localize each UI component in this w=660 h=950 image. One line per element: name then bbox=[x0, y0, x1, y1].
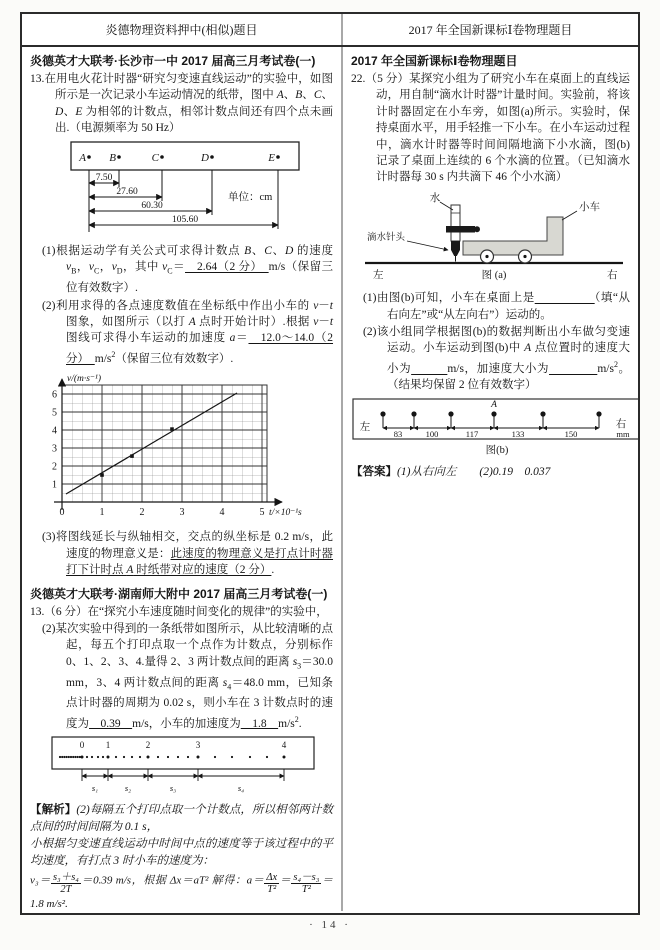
x-tick-0: 0 bbox=[59, 507, 64, 518]
exam-sheet bbox=[20, 12, 640, 915]
fig-b-dist-5: 150 bbox=[564, 428, 578, 439]
x-tick-4: 4 bbox=[219, 507, 224, 518]
fig-b-left-label: 左 bbox=[359, 421, 371, 433]
q13-part3: (3)将图线延长与纵轴相交，交点的纵坐标是 0.2 m/s，此速度的物理意义是：此速度的物理意义是打点计时器打下计时点 A 时纸带对应的速度（2 分）. bbox=[42, 531, 334, 577]
y-tick-6: 6 bbox=[51, 389, 57, 401]
analysis-text-1: (2)每隔五个打印点取一个计数点，所以相邻两计数点间的时间间隔为 0.1 s， bbox=[30, 804, 333, 833]
answer-tag: 【答案】 bbox=[351, 465, 397, 478]
tape1-dist-AD: 60.30 bbox=[140, 200, 163, 211]
left-column bbox=[22, 47, 343, 911]
graph-data-point-3 bbox=[170, 427, 174, 431]
tape1-point-E: E bbox=[267, 151, 275, 164]
clamp-bar bbox=[446, 226, 475, 233]
tape1-point-B: B bbox=[108, 151, 116, 164]
tape1-dist-AB: 7.50 bbox=[95, 172, 112, 183]
vt-graph-svg bbox=[32, 370, 332, 522]
fig-b-dist-2: 100 bbox=[425, 428, 439, 439]
left-paper-title-1: 炎德英才大联考·长沙市一中 2017 届高三月考试卷(一) bbox=[30, 54, 316, 68]
tape2-label-4: 4 bbox=[281, 739, 286, 750]
drip-needle bbox=[451, 241, 460, 256]
drops-figure-b bbox=[351, 397, 630, 462]
tape1-box bbox=[71, 142, 299, 170]
fraction-2: $\frac{\Delta x}{\text{T²}}$ bbox=[266, 871, 278, 896]
fraction-3: $\frac{\text{s₄－s₃}}{\text{T²}}$ bbox=[293, 871, 320, 896]
tape-figure-2-svg bbox=[36, 735, 328, 795]
graph-data-point-2 bbox=[130, 454, 134, 458]
cart-figure-a bbox=[351, 189, 630, 288]
tape2-seg-s4: s₄ bbox=[237, 782, 244, 793]
analysis-paragraph-1 bbox=[30, 802, 333, 835]
tape-figure-2 bbox=[30, 735, 333, 800]
tape2-seg-s2: s₂ bbox=[124, 782, 131, 793]
page-number: · 14 · bbox=[309, 919, 351, 931]
cart-label: 小车 bbox=[579, 201, 600, 213]
formula-seg-2: ＝0.39 m/s，根据 Δx＝aT² 解得：a＝ bbox=[80, 874, 265, 887]
water-label: 水 bbox=[429, 192, 441, 204]
tape2-label-3: 3 bbox=[195, 739, 200, 750]
x-axis-label: t/×10⁻¹s bbox=[268, 508, 302, 518]
fig-b-dist-1: 83 bbox=[393, 428, 403, 439]
right-paper-title: 2017 年全国新课标Ⅰ卷物理题目 bbox=[351, 54, 518, 68]
drops-figure-b-svg bbox=[351, 397, 638, 457]
x-tick-5: 5 bbox=[259, 507, 264, 518]
x-tick-1: 1 bbox=[99, 507, 104, 518]
analysis-formula bbox=[30, 872, 333, 911]
fig-a-left-label: 左 bbox=[373, 269, 384, 281]
answer-text: (1)从右向左 (2)0.19 0.037 bbox=[397, 465, 551, 478]
fig-a-right-label: 右 bbox=[607, 269, 618, 281]
y-tick-1: 1 bbox=[51, 479, 57, 491]
q13-part1: (1)根据运动学有关公式可求得计数点 B、C、D 的速度 $v_B$，$v_C$，$v_D$，其中 $v_C=$ 2.64（2 分） m/s（保留三位有效数字）. bbox=[42, 245, 334, 295]
left-paper-title-2: 炎德英才大联考·湖南师大附中 2017 届高三月考试卷(一) bbox=[30, 586, 328, 601]
tape1-unit-label: 单位：cm bbox=[227, 191, 272, 203]
vt-graph-figure bbox=[30, 370, 333, 527]
problem-13b-intro: 13.（6 分）在“探究小车速度随时间变化的规律”的实验中， bbox=[30, 605, 328, 618]
tape1-dist-AE: 105.60 bbox=[171, 214, 198, 225]
problem-13-intro: 13.在用电火花计时器“研究匀变速直线运动”的实验中，如图所示是一次记录小车运动情况的纸带，图中 A、B、C、D、E 为相邻的计数点，相邻计数点间还有四个点未画出.（电源频率为 50 Hz） bbox=[30, 73, 334, 135]
q13b-part2: (2)某次实验中得到的一条纸带如图所示，从比较清晰的点起，每五个打印点取一个点作为计数点，分别标作 0、1、2、3、4.量得 2、3 两计数点间的距离 $s_3=30.0$ mm，3、4 两计数点间的距离 $s_4=48.0$ mm，已知条点计时器的周期为 0.02 s，则小车在 3 计数点时的速度为 0.39 m/s，小车的加速度为 1.8 $m/s^2$. bbox=[42, 623, 333, 730]
fig-b-dist-4: 133 bbox=[511, 428, 525, 439]
drip-needle-label: 滴水针头 bbox=[367, 232, 406, 243]
tape2-label-0: 0 bbox=[79, 739, 84, 750]
y-axis-label: v/(m·s⁻¹) bbox=[66, 374, 101, 384]
fraction-1: $\frac{\text{s₃＋s₄}}{2T}$ bbox=[52, 871, 79, 896]
header-row bbox=[22, 14, 638, 47]
y-tick-5: 5 bbox=[51, 407, 57, 419]
tape-figure-1-svg bbox=[31, 140, 333, 236]
y-tick-3: 3 bbox=[51, 443, 57, 455]
x-tick-2: 2 bbox=[139, 507, 144, 518]
tape1-dist-AC: 27.60 bbox=[115, 186, 138, 197]
graph-data-point-1 bbox=[100, 473, 104, 477]
fig-a-caption: 图 (a) bbox=[481, 269, 507, 281]
tape1-point-C: C bbox=[151, 151, 159, 164]
analysis-paragraph-2: 小根据匀变速直线运动中时间中点的速度等于该过程中的平均速度，有打点 3 时小车的速度为： bbox=[30, 838, 333, 867]
q13-part2: (2)利用求得的各点速度数值在坐标纸中作出小车的 v－t 图象，如图所示（以打 A 点时开始计时）.根据 v－t 图线可求得小车运动的加速度 a＝ 12.0～14.0（2 分） $m/s^2$（保留三位有效数字）. bbox=[42, 299, 334, 365]
fig-b-right-label: 右 bbox=[615, 418, 627, 430]
tape2-box bbox=[52, 737, 314, 769]
y-tick-2: 2 bbox=[51, 461, 57, 473]
tape1-point-D: D bbox=[200, 151, 209, 164]
fig-b-point-A-label: A bbox=[491, 399, 497, 410]
x-tick-3: 3 bbox=[179, 507, 184, 518]
formula-seg-4: ＝1.8 m/s². bbox=[30, 874, 334, 910]
tape-figure-1 bbox=[30, 140, 333, 241]
tape2-seg-s3: s₃ bbox=[169, 782, 176, 793]
cart-figure-a-svg bbox=[351, 189, 637, 283]
tape1-point-A: A bbox=[78, 151, 86, 164]
content-row bbox=[22, 47, 638, 911]
q22-part2: (2)该小组同学根据图(b)的数据判断出小车做匀变速运动。小车运动到图(b)中 A 点位置时的速度大小为 m/s，加速度大小为 $m/s^2$。（结果均保留 2 位有效数字） bbox=[363, 326, 631, 392]
answer-line bbox=[351, 464, 630, 480]
fig-b-unit-label: mm bbox=[616, 428, 630, 439]
graph-grid bbox=[62, 385, 267, 502]
tape2-label-1: 1 bbox=[105, 739, 110, 750]
tape2-seg-s1: s₁ bbox=[91, 782, 98, 793]
fig-b-dist-3: 117 bbox=[465, 428, 479, 439]
y-tick-4: 4 bbox=[51, 425, 57, 437]
header-left-title: 炎德物理资料押中(相似)题目 bbox=[22, 14, 343, 45]
fig-b-caption: 图(b) bbox=[485, 444, 509, 456]
formula-seg-1: v₃＝ bbox=[30, 874, 51, 887]
formula-seg-3: ＝ bbox=[279, 874, 292, 887]
q22-part1: (1)由图(b)可知，小车在桌面上是 （填“从右向左”或“从左向右”）运动的。 bbox=[363, 292, 631, 321]
header-right-title: 2017 年全国新课标Ⅰ卷物理题目 bbox=[408, 23, 573, 37]
analysis-tag: 【解析】 bbox=[30, 804, 77, 817]
right-column bbox=[343, 47, 638, 911]
water-tube bbox=[451, 205, 460, 241]
problem-22-intro: 22.（5 分）某探究小组为了研究小车在桌面上的直线运动，用自制“滴水计时器”计量时间。实验前，将该计时器固定在小车旁，如图(a)所示。实验时，保持桌面水平，用手轻推一下小车。在小车运动过程中，滴水计时器等时间间隔地滴下小水滴，图(b)记录了桌面上连续的 6 个水滴的位置。（已知滴水计时器每 30 s 内共滴下 46 个小水滴） bbox=[351, 73, 630, 184]
cart-body bbox=[463, 217, 563, 255]
tape2-label-2: 2 bbox=[145, 739, 150, 750]
